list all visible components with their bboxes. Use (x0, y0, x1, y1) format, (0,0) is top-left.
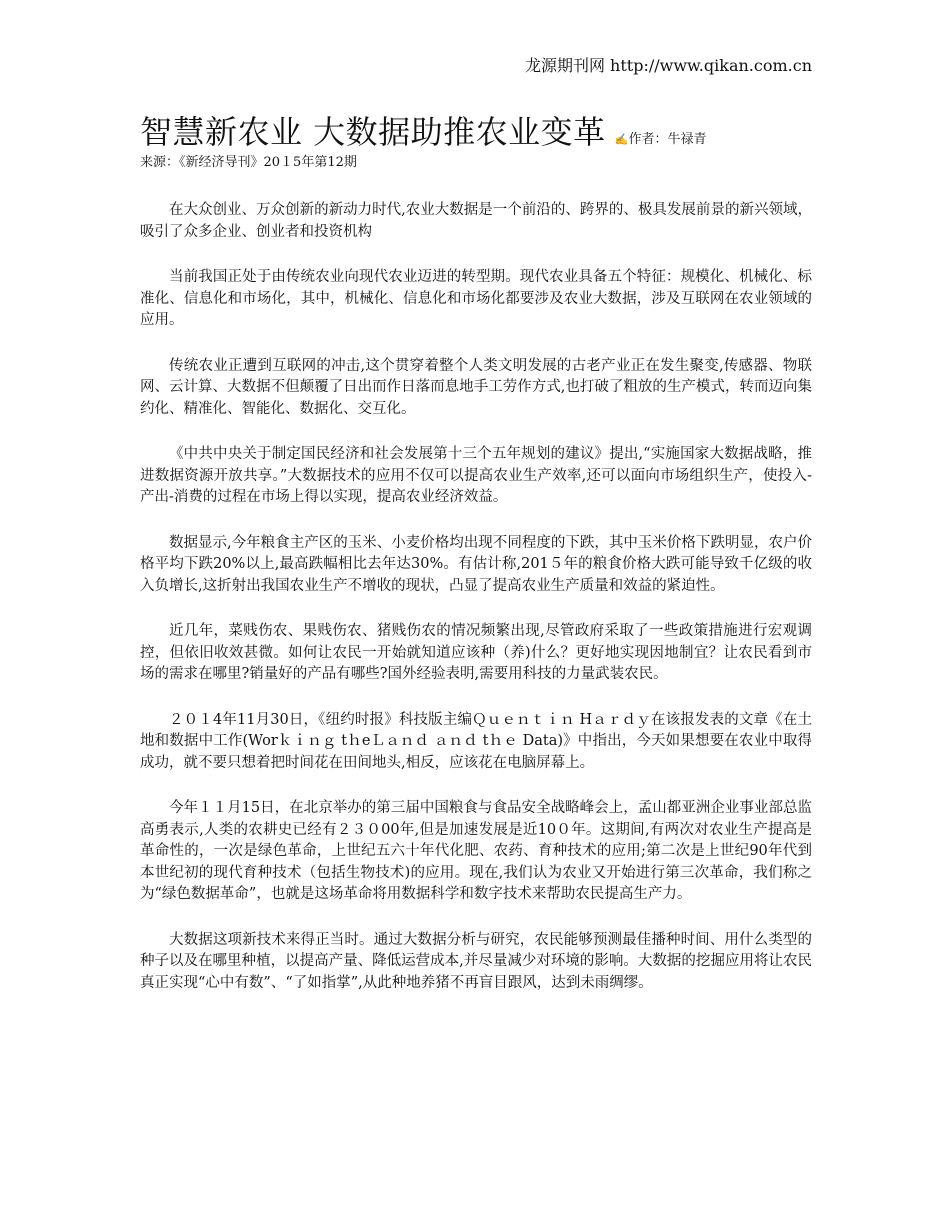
title-line (140, 110, 707, 154)
author-label: 作者： (628, 132, 668, 147)
article-title: 智慧新农业 大数据助推农业变革 (140, 113, 606, 151)
paragraph: 当前我国正处于由传统农业向现代农业迈进的转型期。现代农业具备五个特征：规模化、机械化、标准化、信息化和市场化，其中，机械化、信息化和市场化都要涉及农业大数据，涉及互联网在农业领域的应用。 (140, 269, 812, 328)
paragraph: 传统农业正遭到互联网的冲击,这个贯穿着整个人类文明发展的古老产业正在发生聚变,传感器、物联网、云计算、大数据不但颠覆了日出而作日落而息地手工劳作方式,也打破了粗放的生产模式，转而迈向集约化、精准化、智能化、数据化、交互化。 (140, 357, 812, 417)
paragraph: 大数据这项新技术来得正当时。通过大数据分析与研究，农民能够预测最佳播种时间、用什么类型的种子以及在哪里种植，以提高产量、降低运营成本,并尽量减少对环境的影响。大数据的挖掘应用将让农民真正实现“心中有数”、“了如指掌”,从此种地养猪不再盲目跟风，达到未雨绸缪。 (140, 931, 812, 991)
site-header: 龙源期刊网 http://www.qikan.com.cn (524, 56, 812, 75)
article-body (140, 200, 812, 1018)
paragraph: 近几年，菜贱伤农、果贱伤农、猪贱伤农的情况频繁出现,尽管政府采取了一些政策措施进行宏观调控，但依旧收效甚微。如何让农民一开始就知道应该种（养)什么？更好地实现因地制宜？让农民看到市场的需求在哪里?销量好的产品有哪些?国外经验表明,需要用科技的力量武装农民。 (140, 623, 812, 682)
paragraph: 《中共中央关于制定国民经济和社会发展第十三个五年规划的建议》提出,“实施国家大数据战略，推进数据资源开放共享。”大数据技术的应用不仅可以提高农业生产效率,还可以面向市场组织生产，使投入-产出-消费的过程在市场上得以实现，提高农业经济效益。 (140, 446, 812, 505)
paragraph: 数据显示,今年粮食主产区的玉米、小麦价格均出现不同程度的下跌，其中玉米价格下跌明显，农户价格平均下跌20%以上,最高跌幅相比去年达30%。有估计称,201５年的粮食价格大跌可能导致千亿级的收入负增长,这折射出我国农业生产不增收的现状，凸显了提高农业生产质量和效益的紧迫性。 (140, 534, 812, 594)
author-name: 牛禄青 (667, 132, 707, 147)
article-source: 来源：《新经济导刊》20１5年第12期 (140, 155, 357, 170)
author-block (615, 132, 707, 147)
paragraph: 今年１１月15日，在北京举办的第三届中国粮食与食品安全战略峰会上，孟山都亚洲企业事业部总监高勇表示,人类的农耕史已经有２３０00年,但是加速发展是近10０年。这期间,有两次对农业生产提高是革命性的，一次是绿色革命，上世纪五六十年代化肥、农药、育种技术的应用;第二次是上世纪90年代到本世纪初的现代育种技术（包括生物技术)的应用。现在,我们认为农业又开始进行第三次革命，我们称之为“绿色数据革命”，也就是这场革命将用数据科学和数字技术来帮助农民提高生产力。 (140, 800, 812, 902)
paragraph: ２０１4年11月30日，《纽约时报》科技版主编Ｑｕｅｎｔｉｎ Hａｒｄｙ在该报发表的文章《在土地和数据中工作(Worｋｉｎｇ tｈeＬａｎｄ ａｎｄ tｈｅ Data)》中指出，今天如果想要在农业中取得成功，就不要只想着把时间花在田间地头,相反，应该花在电脑屏幕上。 (140, 711, 812, 771)
paragraph: 在大众创业、万众创新的新动力时代,农业大数据是一个前沿的、跨界的、极具发展前景的新兴领域，吸引了众多企业、创业者和投资机构 (140, 202, 812, 240)
author-pen-icon: ✍ (614, 133, 629, 146)
